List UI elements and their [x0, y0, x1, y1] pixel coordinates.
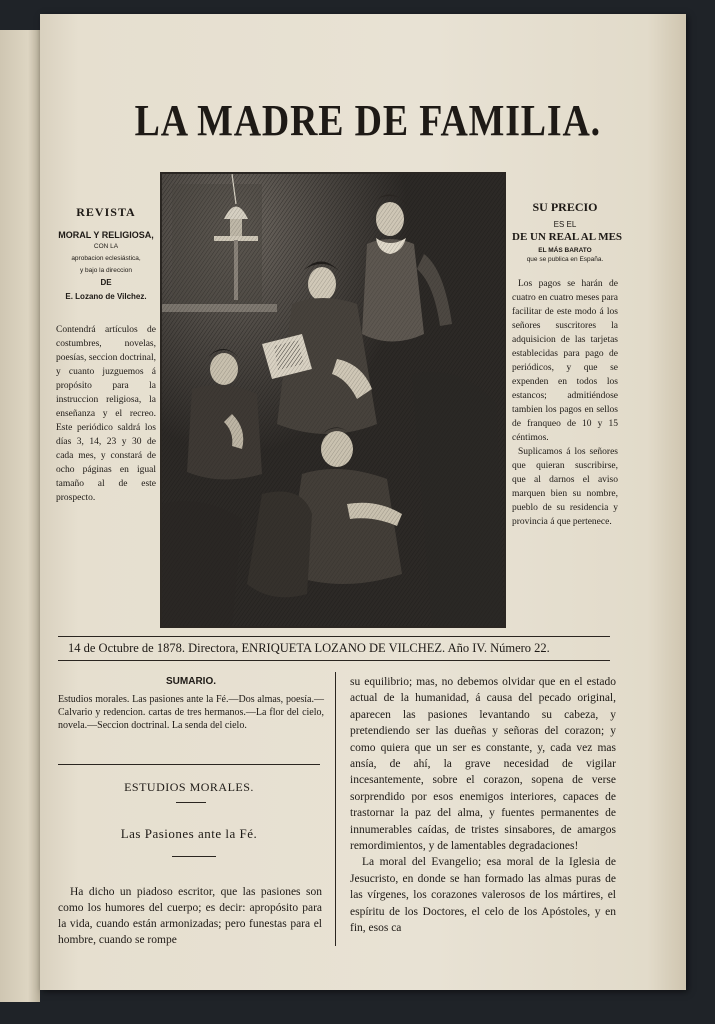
section-underline: [176, 802, 206, 803]
section-heading: ESTUDIOS MORALES.: [124, 780, 254, 794]
right-price-column: [512, 200, 623, 529]
price-value: DE UN REAL AL MES: [512, 231, 623, 243]
engraving-image: [162, 174, 504, 626]
cheapest-label: EL MÁS BARATO: [538, 247, 592, 254]
article-paragraph-2: La moral del Evangelio; esa moral de la Iglesia de Jesucristo, en donde se han formado las almas puras de las vírgenes, los corazones valerosos de los mártires, el espíritu de los Doctores, el celo de los Apóstoles, y en fin, esos ca: [350, 856, 616, 935]
summary-divider-rule: [58, 764, 320, 765]
family-engraving-illustration: [160, 172, 506, 628]
dateline-bottom-rule: [58, 660, 610, 661]
article-intro: [58, 884, 322, 948]
payment-paragraph: Los pagos se harán de cuatro en cuatro meses para facilitar de este modo á los señores suscritores la adquisicion de las tarjetas establecidas para pago de periódicos, y que se expenden en todos los estancos; admitiéndose tambien los pagos en sellos de franqueo de 10 y 15 céntimos.: [512, 279, 618, 443]
approval-line-3: y bajo la direccion: [79, 267, 133, 274]
price-heading: SU PRECIO: [532, 200, 598, 214]
revista-label: REVISTA: [76, 205, 136, 219]
approval-line-2: aprobacion eclesiástica,: [71, 255, 141, 262]
moral-religiosa-label: MORAL Y RELIGIOSA,: [58, 230, 154, 240]
approval-line-1: CON LA: [93, 243, 119, 250]
adjacent-page-edge: [0, 30, 40, 1002]
article-continuation: [350, 674, 616, 937]
editor-name: E. Lozano de Vilchez.: [65, 292, 147, 301]
es-el-label: ES EL: [553, 220, 577, 229]
masthead-title: LA MADRE DE FAMILIA.: [134, 96, 601, 145]
payment-info: [512, 277, 618, 529]
article-title-underline: [172, 856, 216, 857]
article-paragraph-1: su equilibrio; mas, no debemos olvidar que en el estado actual de la humanidad, á causa del pecado original, aparecen las pasiones levantando su cabeza, y pretendiendo ser las dueñas y señoras del corazon; y como quiera que un ser es constante, y, cada vez mas ansía, de ahí, la grave necesidad de vigilar incesantemente, sobre el corazon, sopena de verse sorprendido por esos enemigos interiores, capaces de trastornar la paz del alma, y fuentes permanentes de innumerables caídas, de tristes sinsabores, de amargos remordimientos, y de lamentables degradaciones!: [350, 676, 616, 853]
column-divider: [335, 672, 336, 946]
left-info-column: [56, 205, 156, 505]
article-title: Las Pasiones ante la Fé.: [120, 826, 258, 841]
dateline-top-rule: [58, 636, 610, 637]
publication-description: Contendrá artículos de costumbres, novelas, poesías, seccion doctrinal, y cuanto juzguemos á propósito para la instruccion religiosa, la enseñanza y el recreo. Este periódico saldrá los días 3, 14, 23 y 30 de cada mes, y constará de ocho páginas en igual tamaño al de este prospecto.: [56, 325, 156, 503]
summary-block: [58, 676, 324, 732]
article-intro-paragraph: Ha dicho un piadoso escritor, que las pasiones son como los humores del cuerpo; es decir: apropósito para la vida, cuando están armonizadas; pero funestas para el hombre, cuando se rompe: [58, 886, 322, 946]
issue-dateline: 14 de Octubre de 1878. Directora, ENRIQUETA LOZANO DE VILCHEZ. Año IV. Número 22.: [68, 641, 550, 655]
summary-heading: SUMARIO.: [166, 676, 216, 687]
subscription-paragraph: Suplicamos á los señores que quieran suscribirse, que al darnos el aviso marquen bien su nombre, pueblo de su residencia y provincia á que pertenece.: [512, 447, 618, 527]
de-label: DE: [100, 278, 112, 287]
summary-text: Estudios morales. Las pasiones ante la Fé.—Dos almas, poesía.—Calvario y redencion. cartas de tres hermanos.—La flor del cielo, novela.—Seccion doctrinal. La senda del cielo.: [58, 694, 324, 731]
spain-label: que se publica en España.: [526, 256, 604, 263]
